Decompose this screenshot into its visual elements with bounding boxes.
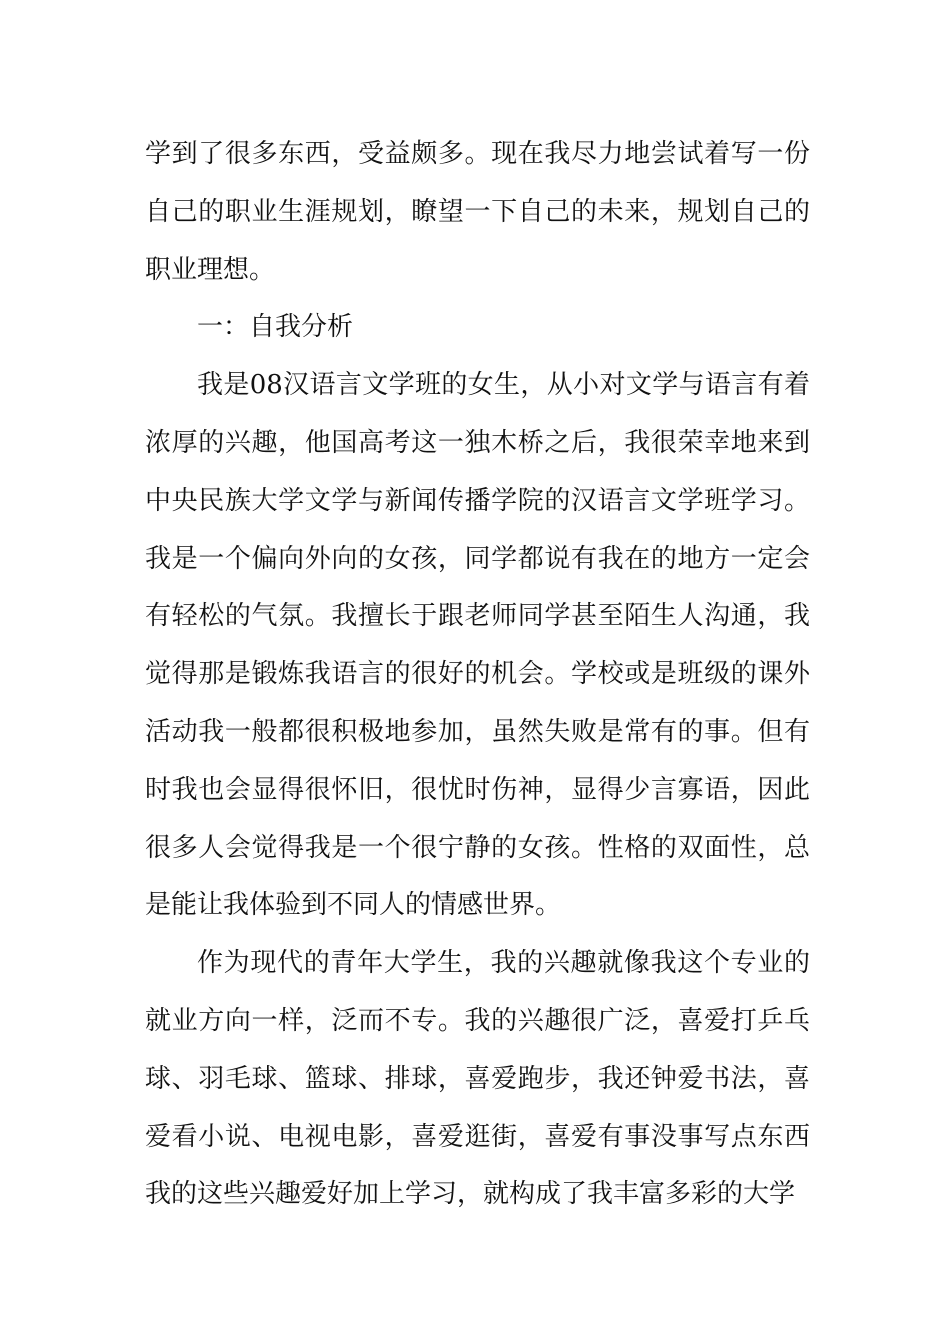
paragraph-interests: 作为现代的青年大学生，我的兴趣就像我这个专业的就业方向一样，泛而不专。我的兴趣很广泛，喜爱打乒乓球、羽毛球、篮球、排球，喜爱跑步，我还钟爱书法，喜爱看小说、电视电影，喜爱逛街，喜爱有事没事写点东西我的这些兴趣爱好加上学习，就构成了我丰富多彩的大学 [145,948,810,1210]
paragraph-intro: 学到了很多东西，受益颇多。现在我尽力地尝试着写一份自己的职业生涯规划，瞭望一下自己的未来，规划自己的职业理想。 [145,139,810,285]
paragraph-personality: 我是08汉语言文学班的女生，从小对文学与语言有着浓厚的兴趣，他国高考这一独木桥之后，我很荣幸地来到中央民族大学文学与新闻传播学院的汉语言文学班学习。我是一个偏向外向的女孩，同学都说有我在的地方一定会有轻松的气氛。我擅长于跟老师同学甚至陌生人沟通，我觉得那是锻炼我语言的很好的机会。学校或是班级的课外活动我一般都很积极地参加，虽然失败是常有的事。但有时我也会显得很怀旧，很忧时伤神，显得少言寡语，因此很多人会觉得我是一个很宁静的女孩。性格的双面性，总是能让我体验到不同人的情感世界。 [145,370,810,921]
document-body [145,126,810,1224]
section-heading-self-analysis: 一：自我分析 [197,312,354,343]
